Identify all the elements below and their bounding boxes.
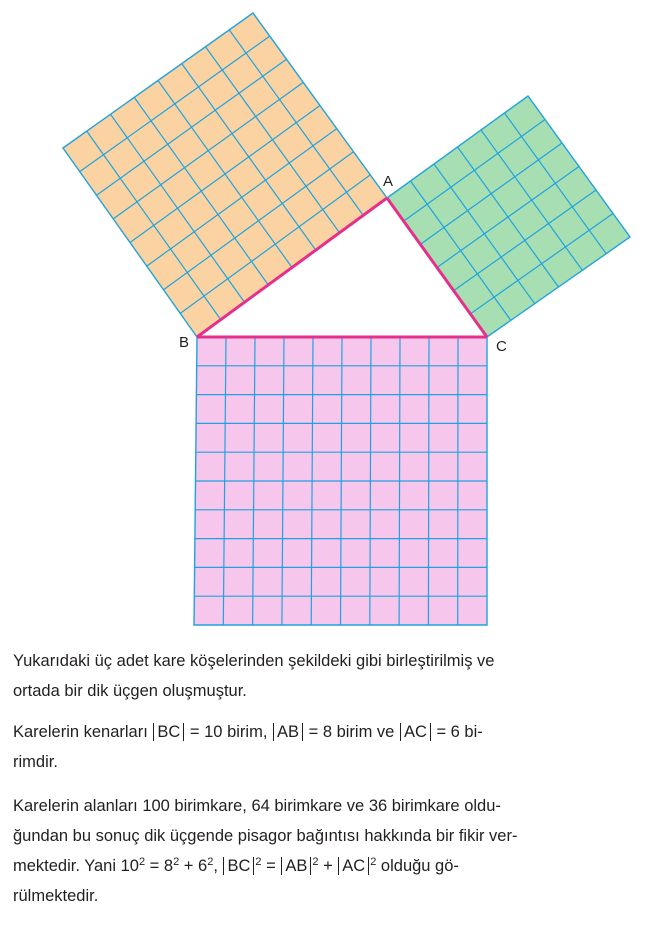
eq-abs-ab: AB xyxy=(281,857,311,875)
abs-ac: AC xyxy=(400,723,431,741)
eq-exp-5: 2 xyxy=(312,856,319,868)
areas-line3-equation xyxy=(13,851,638,881)
paragraph-intro-line1: Yukarıdaki üç adet kare köşelerinden şekildeki gibi birleştirilmiş ve xyxy=(13,652,495,670)
square-bc-grid-line xyxy=(428,337,429,625)
abs-ab: AB xyxy=(273,723,303,741)
square-ac xyxy=(387,96,630,337)
side-lengths-text-c: = 8 birim ve xyxy=(304,723,399,741)
eq-exp-1: 2 xyxy=(138,856,146,868)
eq-exp-6: 2 xyxy=(370,856,377,868)
areas-line4: rülmektedir. xyxy=(13,887,99,905)
square-bc xyxy=(194,337,487,625)
eq-text-f: + xyxy=(318,857,338,875)
eq-text-g: olduğu gö- xyxy=(376,857,459,875)
side-lengths-line2: rimdir. xyxy=(13,753,58,771)
vertex-label-a: A xyxy=(383,173,394,190)
eq-text-d: , xyxy=(213,857,223,875)
eq-text-b: = 8 xyxy=(145,857,174,875)
side-lengths-text-d: = 6 bi- xyxy=(431,723,483,741)
eq-text-a: mektedir. Yani 10 xyxy=(13,857,139,875)
side-lengths-text-b: = 10 birim, xyxy=(185,723,272,741)
paragraph-intro-line2: ortada bir dik üçgen oluşmuştur. xyxy=(13,682,247,700)
square-ab xyxy=(63,13,387,337)
paragraph-intro xyxy=(13,646,638,706)
paragraph-areas xyxy=(13,791,638,911)
areas-line2: ğundan bu sonuç dik üçgende pisagor bağıntısı hakkında bir fikir ver- xyxy=(13,827,518,845)
side-lengths-text-a: Karelerin kenarları xyxy=(13,723,153,741)
abs-bc: BC xyxy=(153,723,184,741)
vertex-label-b: B xyxy=(179,334,190,351)
vertex-label-c: C xyxy=(496,338,507,355)
paragraph-side-lengths xyxy=(13,717,638,777)
eq-exp-3: 2 xyxy=(207,856,214,868)
eq-exp-2: 2 xyxy=(173,856,180,868)
eq-abs-bc: BC xyxy=(223,857,254,875)
eq-text-e: = xyxy=(261,857,281,875)
side-lengths-line1 xyxy=(13,717,638,747)
eq-abs-ac: AC xyxy=(338,857,369,875)
eq-text-c: + 6 xyxy=(179,857,208,875)
areas-line1: Karelerin alanları 100 birimkare, 64 birimkare ve 36 birimkare oldu- xyxy=(13,797,501,815)
eq-exp-4: 2 xyxy=(255,856,262,868)
